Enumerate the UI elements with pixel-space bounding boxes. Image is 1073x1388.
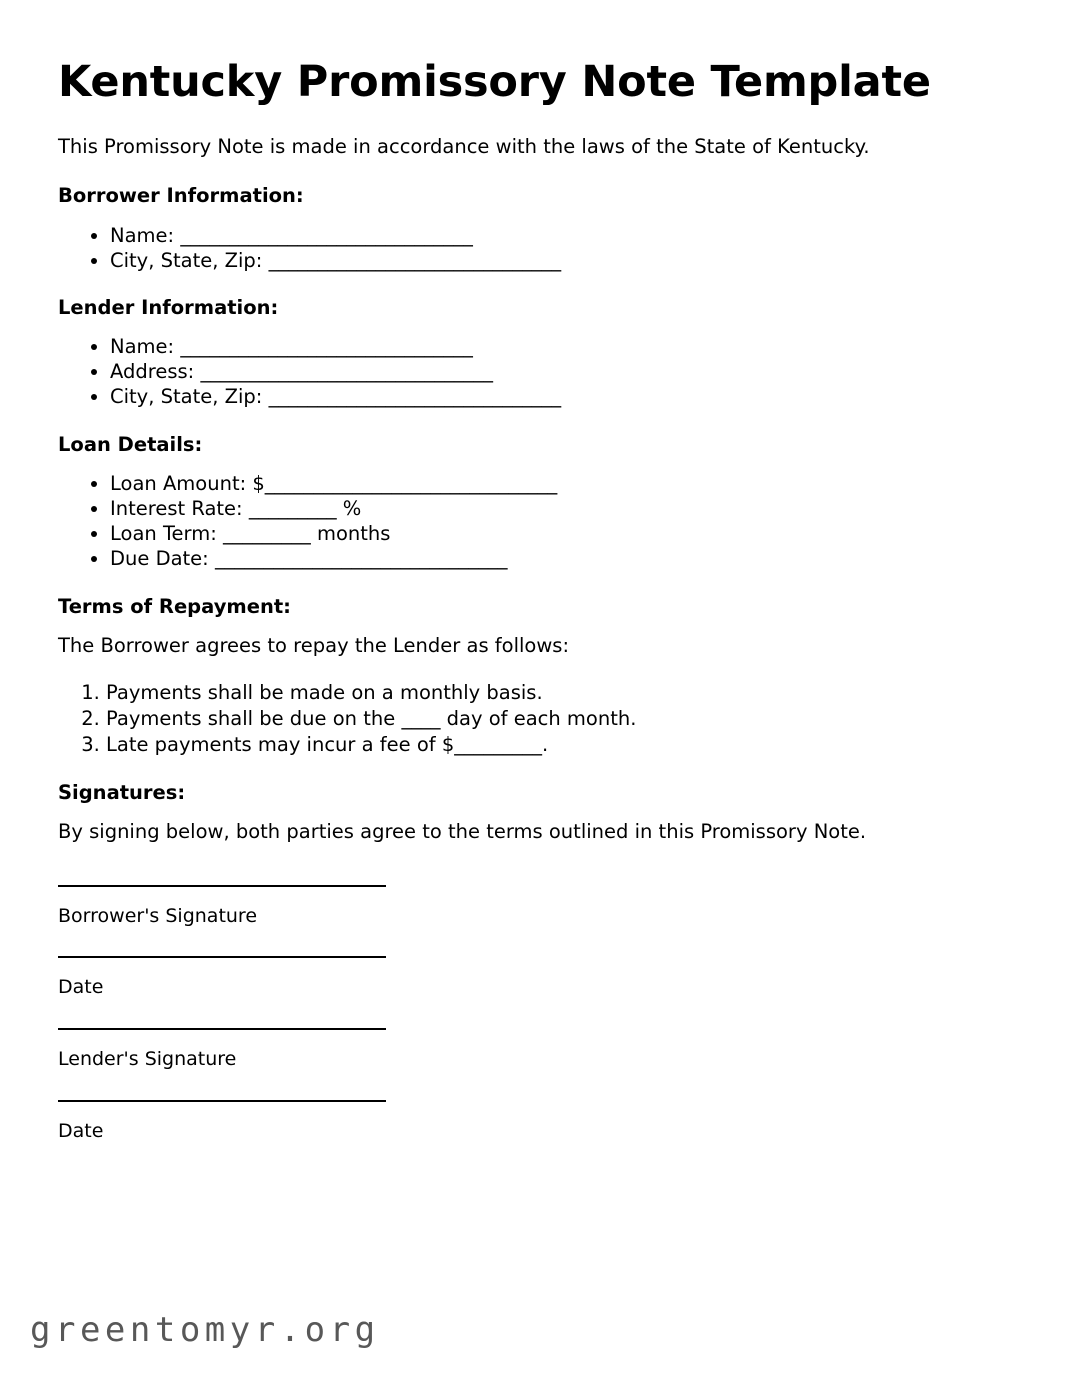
list-item <box>110 223 1013 248</box>
field-label: City, State, Zip: <box>110 248 269 272</box>
loan-details-heading: Loan Details: <box>58 432 203 456</box>
signature-line[interactable] <box>58 885 386 887</box>
term-text: Payments shall be due on the <box>106 707 402 731</box>
field-label: Name: <box>110 223 181 247</box>
signature-block-lender <box>58 1028 1013 1072</box>
signature-line[interactable] <box>58 1028 386 1030</box>
field-blank-line[interactable]: _________ <box>248 497 337 521</box>
field-label: City, State, Zip: <box>110 385 269 409</box>
borrower-field-list <box>58 223 1013 273</box>
signature-label: Lender's Signature <box>58 1048 237 1071</box>
field-suffix: months <box>310 522 391 546</box>
field-blank-line[interactable]: ______________________________ <box>268 385 562 409</box>
field-blank-line[interactable]: ______________________________ <box>180 223 473 247</box>
repayment-terms-list <box>58 680 1013 758</box>
signature-line[interactable] <box>58 956 386 958</box>
signature-block-borrower-date <box>58 956 1013 1000</box>
list-item <box>106 732 1013 758</box>
list-item <box>110 471 1013 496</box>
field-blank-line[interactable]: ______________________________ <box>264 471 558 495</box>
signature-label: Date <box>58 1119 104 1142</box>
signature-line[interactable] <box>58 1100 386 1102</box>
field-blank-line[interactable]: ______________________________ <box>214 547 508 571</box>
lender-information-heading: Lender Information: <box>58 295 279 319</box>
term-blank-line[interactable]: ____ <box>401 707 441 731</box>
term-text: Payments shall be made on a monthly basis. <box>106 681 543 705</box>
intro-paragraph: This Promissory Note is made in accordance with the laws of the State of Kentucky. <box>58 134 870 158</box>
field-label: Interest Rate: <box>110 497 249 521</box>
term-blank-line[interactable]: _________ <box>454 733 542 757</box>
signature-block-lender-date <box>58 1100 1013 1144</box>
term-text: Late payments may incur a fee of $ <box>106 733 455 757</box>
list-item <box>110 334 1013 359</box>
field-label: Due Date: <box>110 547 215 571</box>
loan-details-field-list <box>58 471 1013 572</box>
list-item <box>110 248 1013 273</box>
list-item <box>110 521 1013 546</box>
term-text-suffix: . <box>542 733 549 757</box>
field-suffix: % <box>336 497 362 521</box>
repayment-intro-paragraph: The Borrower agrees to repay the Lender as follows: <box>58 633 570 657</box>
list-item <box>106 706 1013 732</box>
borrower-information-heading: Borrower Information: <box>58 184 304 208</box>
page-title: Kentucky Promissory Note Template <box>58 57 931 107</box>
signature-block-borrower <box>58 885 1013 929</box>
list-item <box>106 680 1013 706</box>
field-blank-line[interactable]: _________ <box>223 522 311 546</box>
list-item <box>110 359 1013 384</box>
field-blank-line[interactable]: ______________________________ <box>200 360 493 384</box>
term-text-suffix: day of each month. <box>440 707 637 731</box>
field-label: Loan Term: <box>110 522 223 546</box>
field-blank-line[interactable]: ______________________________ <box>180 335 473 359</box>
list-item <box>110 546 1013 571</box>
terms-of-repayment-heading: Terms of Repayment: <box>58 594 291 618</box>
signatures-intro-paragraph: By signing below, both parties agree to the terms outlined in this Promissory Note. <box>58 820 867 844</box>
field-label: Name: <box>110 335 181 359</box>
site-watermark: greentomyr.org <box>30 1310 380 1350</box>
field-blank-line[interactable]: ______________________________ <box>268 248 562 272</box>
list-item <box>110 496 1013 521</box>
lender-field-list <box>58 334 1013 409</box>
field-label: Address: <box>110 360 201 384</box>
list-item <box>110 384 1013 409</box>
signature-label: Date <box>58 976 104 999</box>
signatures-heading: Signatures: <box>58 780 186 804</box>
signature-label: Borrower's Signature <box>58 904 258 927</box>
field-label: Loan Amount: $ <box>110 471 265 495</box>
